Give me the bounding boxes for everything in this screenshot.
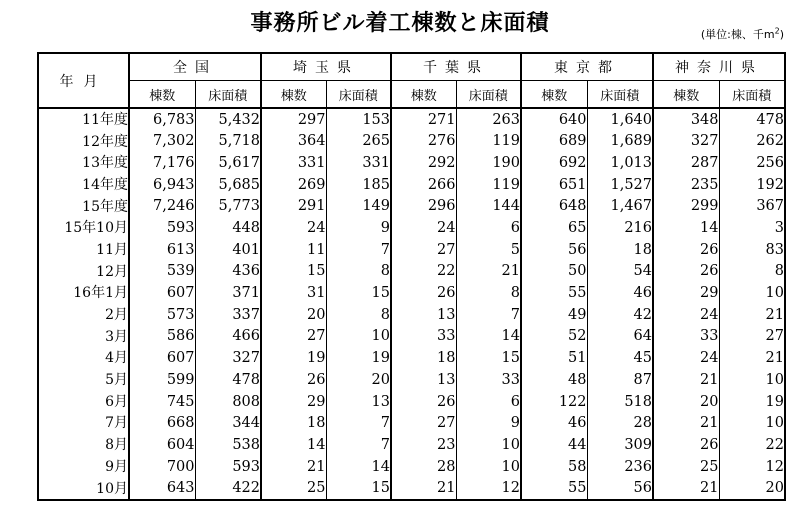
cell-floor-area: 87 [587,369,653,391]
row-label: 11年度 [82,111,128,128]
cell-floor-area: 12 [456,478,521,501]
cell-count: 7,176 [129,152,195,174]
cell-count: 48 [521,369,587,391]
cell-count: 269 [261,174,326,196]
table-row [38,239,785,261]
cell-count: 55 [521,478,587,501]
cell-floor-area: 18 [587,239,653,261]
cell-count: 18 [261,413,326,435]
cell-floor-area: 185 [326,174,391,196]
cell-floor-area: 10 [719,283,785,305]
cell-floor-area: 808 [195,391,261,413]
cell-count: 291 [261,196,326,218]
cell-floor-area: 5,617 [195,152,261,174]
cell-count: 6,783 [129,108,195,131]
row-label: 2月 [105,307,128,324]
unit-note-sup: 2 [774,26,780,36]
cell-count: 21 [653,413,719,435]
cell-count: 607 [129,283,195,305]
cell-floor-area: 367 [719,196,785,218]
cell-count: 27 [391,239,456,261]
cell-count: 27 [391,413,456,435]
cell-count: 11 [261,239,326,261]
cell-floor-area: 8 [456,283,521,305]
cell-floor-area: 45 [587,348,653,370]
cell-count: 296 [391,196,456,218]
cell-count: 640 [521,108,587,131]
cell-floor-area: 21 [719,304,785,326]
header-region-kanagawa: 神奈川県 [653,53,785,81]
cell-count: 287 [653,152,719,174]
cell-floor-area: 119 [456,131,521,153]
cell-count: 13 [391,369,456,391]
cell-floor-area: 5 [456,239,521,261]
cell-count: 573 [129,304,195,326]
header-area: 床面積 [326,81,391,109]
cell-count: 29 [653,283,719,305]
cell-floor-area: 9 [326,217,391,239]
cell-floor-area: 15 [456,348,521,370]
cell-floor-area: 6 [456,217,521,239]
row-label: 10月 [96,480,128,497]
cell-count: 607 [129,348,195,370]
cell-count: 31 [261,283,326,305]
cell-count: 539 [129,261,195,283]
cell-count: 327 [653,131,719,153]
cell-count: 14 [653,217,719,239]
row-label: 3月 [105,328,128,345]
cell-floor-area: 3 [719,217,785,239]
cell-floor-area: 478 [719,108,785,131]
cell-floor-area: 14 [456,326,521,348]
header-region-saitama: 埼玉県 [261,53,391,81]
cell-floor-area: 14 [326,456,391,478]
cell-count: 14 [261,434,326,456]
cell-count: 21 [391,478,456,501]
cell-count: 24 [653,348,719,370]
cell-floor-area: 466 [195,326,261,348]
row-label: 7月 [105,415,128,432]
cell-floor-area: 22 [719,434,785,456]
cell-count: 692 [521,152,587,174]
cell-count: 26 [653,261,719,283]
cell-count: 21 [261,456,326,478]
cell-floor-area: 1,689 [587,131,653,153]
row-label: 9月 [105,458,128,475]
cell-count: 56 [521,239,587,261]
cell-count: 6,943 [129,174,195,196]
cell-count: 23 [391,434,456,456]
cell-floor-area: 236 [587,456,653,478]
cell-floor-area: 371 [195,283,261,305]
header-count: 棟数 [129,81,195,109]
cell-floor-area: 192 [719,174,785,196]
cell-floor-area: 7 [326,434,391,456]
row-label: 15年度 [82,198,128,215]
cell-floor-area: 28 [587,413,653,435]
row-label: 8月 [105,437,128,454]
cell-floor-area: 20 [326,369,391,391]
cell-floor-area: 12 [719,456,785,478]
cell-floor-area: 144 [456,196,521,218]
cell-floor-area: 1,467 [587,196,653,218]
cell-floor-area: 64 [587,326,653,348]
cell-floor-area: 10 [719,369,785,391]
cell-count: 22 [391,261,456,283]
cell-count: 331 [261,152,326,174]
cell-floor-area: 190 [456,152,521,174]
cell-count: 122 [521,391,587,413]
table-row [38,108,785,131]
cell-floor-area: 436 [195,261,261,283]
table-row [38,434,785,456]
header-area: 床面積 [587,81,653,109]
cell-floor-area: 10 [456,434,521,456]
header-count: 棟数 [521,81,587,109]
row-label: 12年度 [82,133,128,150]
cell-count: 21 [653,478,719,501]
table-body [38,108,785,500]
cell-floor-area: 9 [456,413,521,435]
cell-floor-area: 10 [719,413,785,435]
cell-floor-area: 8 [719,261,785,283]
unit-note [701,26,784,42]
cell-count: 586 [129,326,195,348]
cell-count: 20 [261,304,326,326]
cell-count: 593 [129,217,195,239]
cell-count: 292 [391,152,456,174]
cell-floor-area: 256 [719,152,785,174]
table-row [38,413,785,435]
table-row [38,217,785,239]
cell-floor-area: 265 [326,131,391,153]
cell-count: 29 [261,391,326,413]
table-row [38,131,785,153]
cell-count: 24 [391,217,456,239]
cell-count: 299 [653,196,719,218]
cell-floor-area: 7 [326,413,391,435]
cell-count: 648 [521,196,587,218]
table-row [38,261,785,283]
cell-floor-area: 5,685 [195,174,261,196]
cell-floor-area: 83 [719,239,785,261]
cell-count: 20 [653,391,719,413]
header-area: 床面積 [195,81,261,109]
cell-floor-area: 149 [326,196,391,218]
cell-count: 7,246 [129,196,195,218]
cell-count: 7,302 [129,131,195,153]
cell-floor-area: 56 [587,478,653,501]
cell-floor-area: 19 [326,348,391,370]
cell-floor-area: 19 [719,391,785,413]
header-count: 棟数 [261,81,326,109]
cell-count: 604 [129,434,195,456]
cell-floor-area: 327 [195,348,261,370]
cell-floor-area: 15 [326,283,391,305]
page-title: 事務所ビル着工棟数と床面積 [250,11,550,36]
cell-count: 28 [391,456,456,478]
cell-count: 46 [521,413,587,435]
cell-floor-area: 15 [326,478,391,501]
table-row [38,304,785,326]
cell-floor-area: 8 [326,304,391,326]
cell-floor-area: 216 [587,217,653,239]
cell-count: 668 [129,413,195,435]
cell-count: 52 [521,326,587,348]
cell-floor-area: 21 [456,261,521,283]
cell-count: 49 [521,304,587,326]
cell-floor-area: 21 [719,348,785,370]
row-label: 13年度 [82,155,128,172]
cell-count: 25 [653,456,719,478]
cell-floor-area: 20 [719,478,785,501]
cell-count: 745 [129,391,195,413]
row-label: 11月 [96,241,128,258]
cell-floor-area: 422 [195,478,261,501]
cell-floor-area: 119 [456,174,521,196]
cell-floor-area: 153 [326,108,391,131]
cell-count: 651 [521,174,587,196]
cell-count: 24 [261,217,326,239]
cell-count: 18 [391,348,456,370]
header-area: 床面積 [456,81,521,109]
table-row [38,348,785,370]
header-year-month: 年月 [38,53,129,108]
header-count: 棟数 [391,81,456,109]
cell-count: 276 [391,131,456,153]
cell-count: 19 [261,348,326,370]
table-row [38,152,785,174]
header-area: 床面積 [719,81,785,109]
cell-floor-area: 46 [587,283,653,305]
header-count: 棟数 [653,81,719,109]
cell-count: 55 [521,283,587,305]
table-row [38,196,785,218]
cell-count: 65 [521,217,587,239]
unit-note-suffix: m [763,28,775,41]
cell-count: 689 [521,131,587,153]
cell-count: 643 [129,478,195,501]
cell-floor-area: 27 [719,326,785,348]
cell-floor-area: 478 [195,369,261,391]
cell-floor-area: 5,432 [195,108,261,131]
cell-count: 26 [653,239,719,261]
cell-count: 26 [261,369,326,391]
cell-count: 51 [521,348,587,370]
cell-floor-area: 1,527 [587,174,653,196]
cell-floor-area: 1,013 [587,152,653,174]
table-row [38,326,785,348]
row-label: 16年1月 [73,285,128,302]
cell-floor-area: 1,640 [587,108,653,131]
row-label: 5月 [105,372,128,389]
cell-floor-area: 337 [195,304,261,326]
cell-count: 700 [129,456,195,478]
cell-count: 348 [653,108,719,131]
cell-floor-area: 309 [587,434,653,456]
cell-count: 27 [261,326,326,348]
cell-floor-area: 7 [326,239,391,261]
unit-note-text: (単位:棟、千 [700,28,764,41]
cell-floor-area: 5,718 [195,131,261,153]
cell-floor-area: 13 [326,391,391,413]
cell-floor-area: 10 [326,326,391,348]
cell-count: 271 [391,108,456,131]
cell-floor-area: 10 [456,456,521,478]
cell-count: 26 [391,391,456,413]
office-building-construction-table [37,52,786,501]
table-row [38,369,785,391]
cell-floor-area: 448 [195,217,261,239]
row-label: 6月 [105,393,128,410]
cell-count: 58 [521,456,587,478]
row-label: 12月 [96,263,128,280]
cell-floor-area: 7 [456,304,521,326]
cell-count: 44 [521,434,587,456]
table-row [38,478,785,501]
cell-count: 13 [391,304,456,326]
cell-count: 24 [653,304,719,326]
table-row [38,391,785,413]
cell-floor-area: 263 [456,108,521,131]
row-label: 4月 [105,350,128,367]
cell-floor-area: 262 [719,131,785,153]
cell-floor-area: 6 [456,391,521,413]
cell-floor-area: 518 [587,391,653,413]
cell-floor-area: 33 [456,369,521,391]
cell-floor-area: 331 [326,152,391,174]
cell-count: 26 [391,283,456,305]
unit-note-close: ) [779,28,784,41]
cell-count: 33 [391,326,456,348]
cell-count: 26 [653,434,719,456]
cell-floor-area: 344 [195,413,261,435]
header-region-national: 全国 [129,53,261,81]
cell-count: 33 [653,326,719,348]
header-region-tokyo: 東京都 [521,53,653,81]
cell-floor-area: 538 [195,434,261,456]
cell-count: 21 [653,369,719,391]
row-label: 15年10月 [64,220,128,237]
cell-floor-area: 42 [587,304,653,326]
table-row [38,456,785,478]
cell-count: 50 [521,261,587,283]
cell-count: 297 [261,108,326,131]
cell-count: 25 [261,478,326,501]
cell-floor-area: 401 [195,239,261,261]
cell-count: 266 [391,174,456,196]
table-row [38,283,785,305]
cell-count: 599 [129,369,195,391]
table-row [38,174,785,196]
cell-floor-area: 54 [587,261,653,283]
cell-count: 15 [261,261,326,283]
cell-count: 613 [129,239,195,261]
cell-floor-area: 8 [326,261,391,283]
cell-count: 364 [261,131,326,153]
row-label: 14年度 [82,176,128,193]
header-region-chiba: 千葉県 [391,53,521,81]
cell-count: 235 [653,174,719,196]
cell-floor-area: 593 [195,456,261,478]
cell-floor-area: 5,773 [195,196,261,218]
